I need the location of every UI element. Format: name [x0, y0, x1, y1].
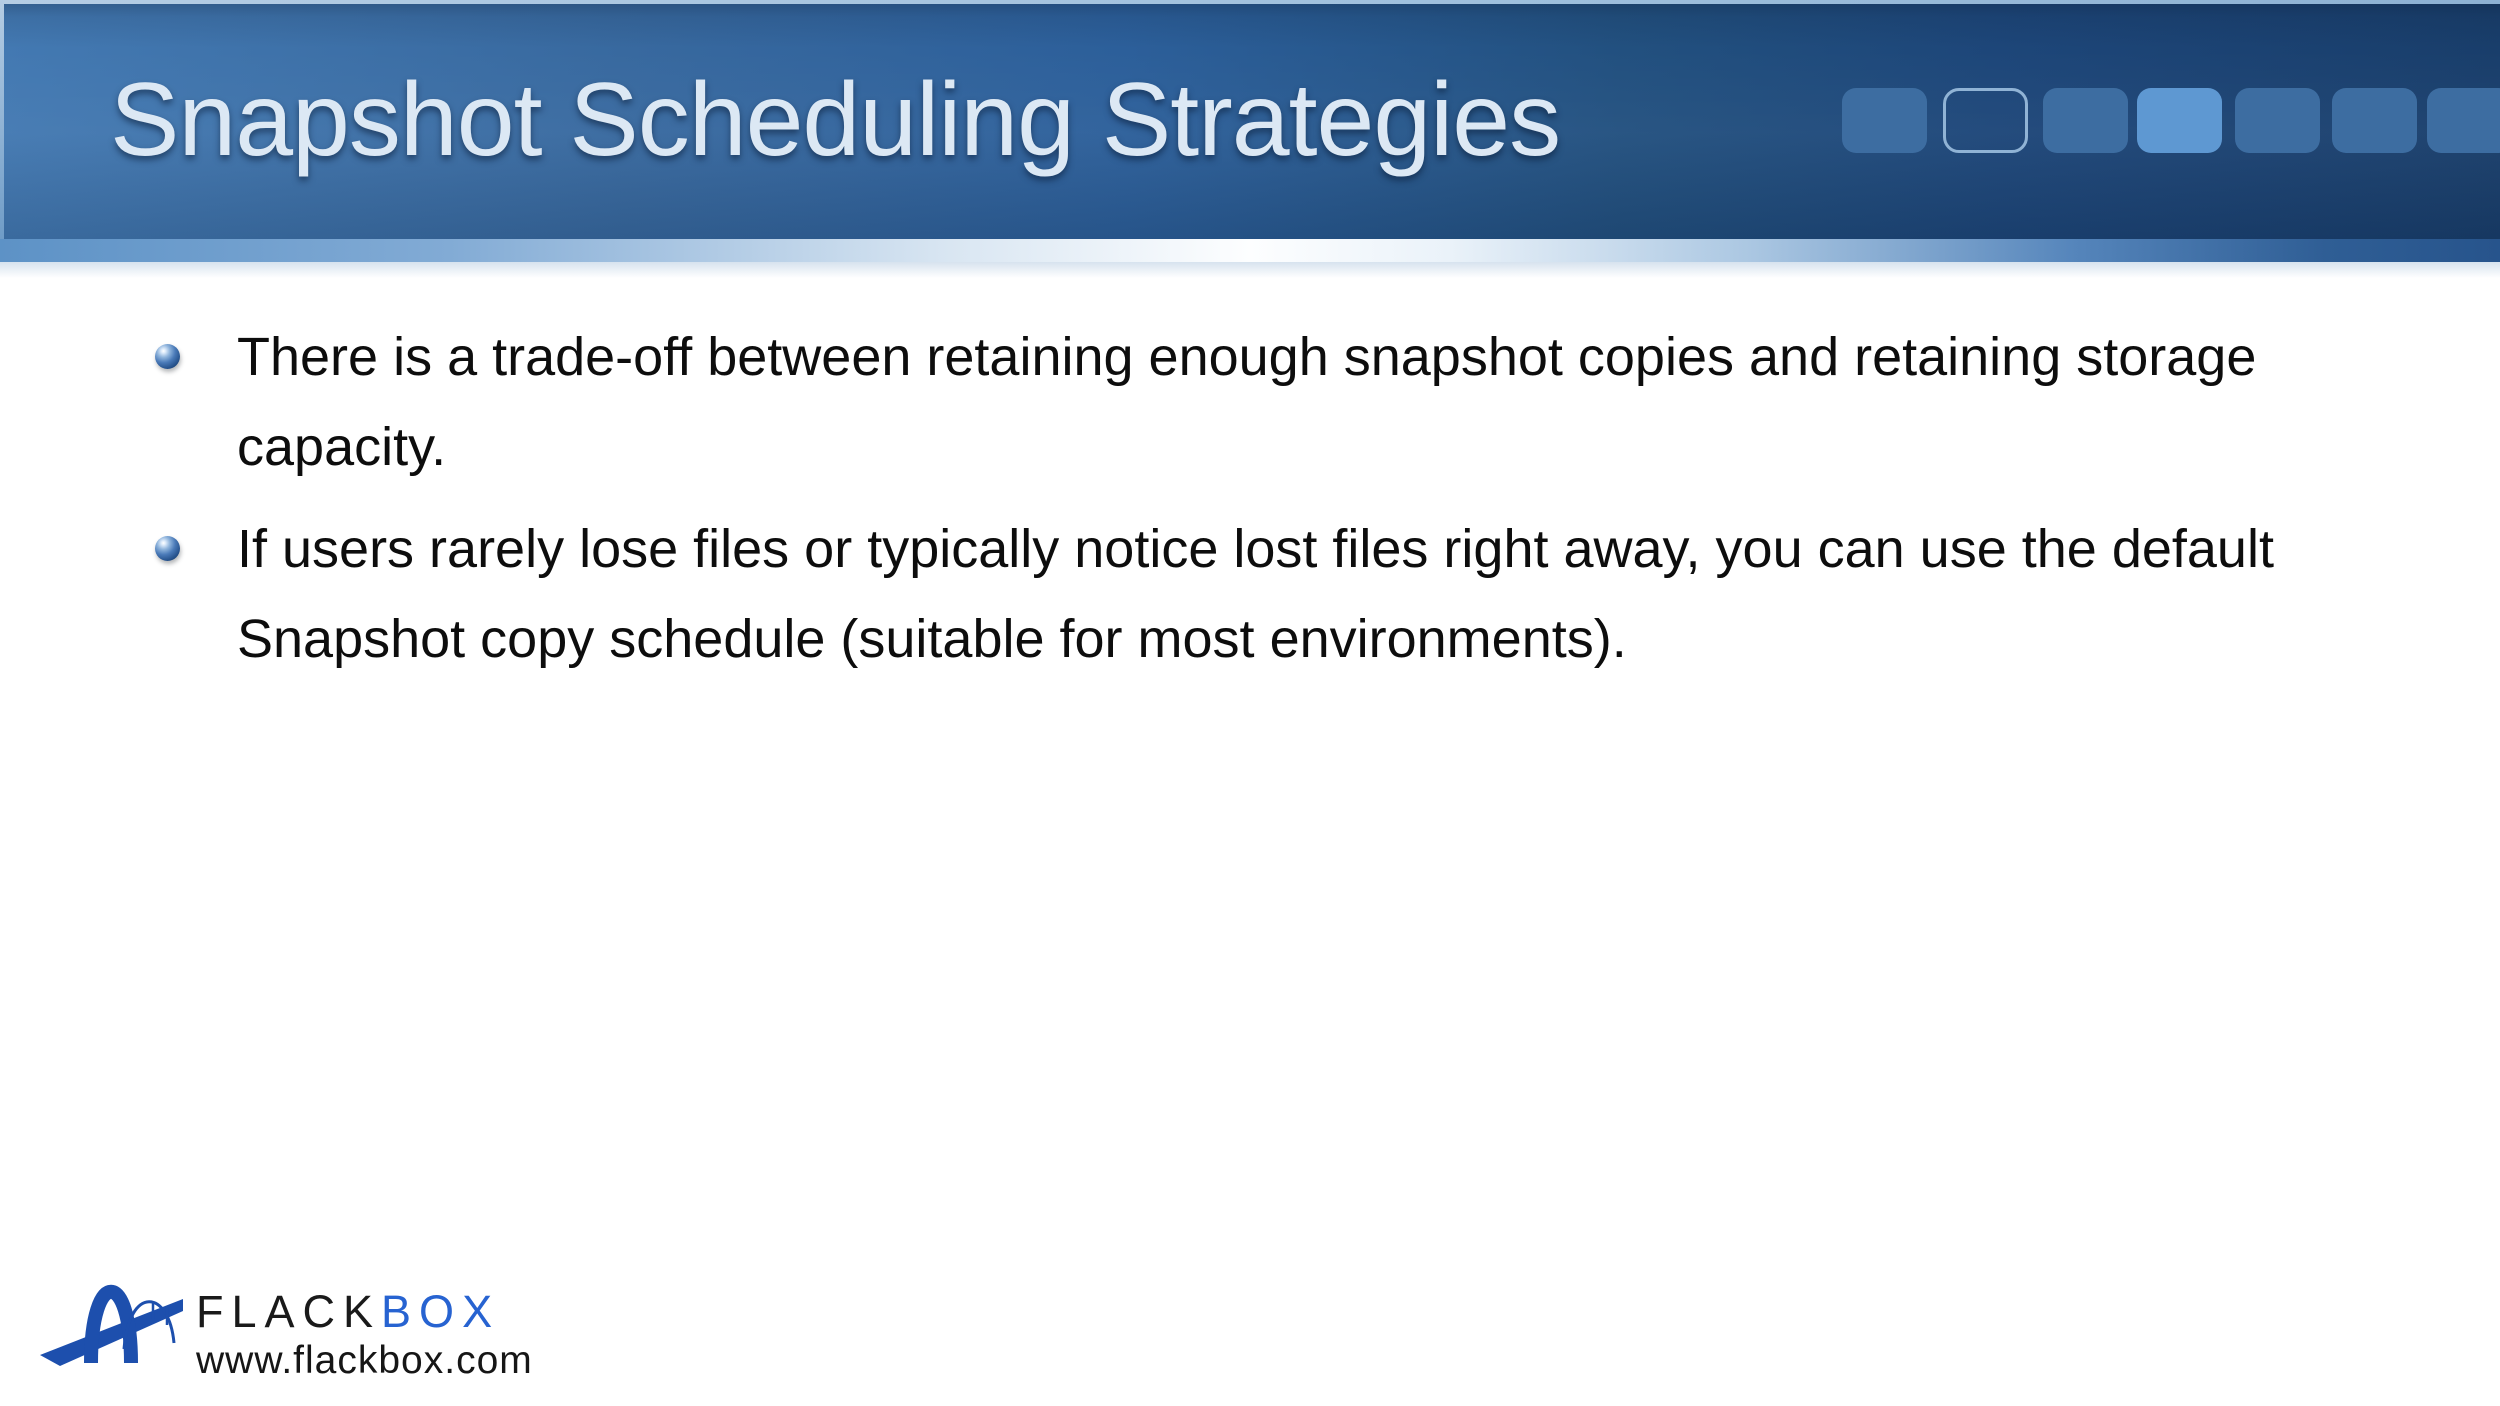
bullet-text: If users rarely lose files or typically notice lost files right away, you can use the default Snapshot copy schedule (suitable for most environments). [237, 519, 2274, 669]
brand-first: FLACK [196, 1286, 382, 1337]
brand-second: BOX [381, 1286, 501, 1337]
decor-square-filled [2332, 88, 2417, 153]
decor-square-filled [1842, 88, 1927, 153]
bullet-list [155, 312, 2355, 696]
decor-square-filled [2427, 88, 2500, 153]
logo-text [196, 1283, 533, 1380]
header-gloss-band [0, 239, 2500, 262]
sphere-bullet-icon [155, 536, 180, 561]
header-banner [0, 0, 2500, 240]
decor-square-filled [2235, 88, 2320, 153]
decor-square-hollow [1943, 88, 2028, 153]
brand-url: www.flackbox.com [196, 1339, 533, 1382]
decor-square-light [2137, 88, 2222, 153]
brand-name [196, 1286, 533, 1337]
header-band-fade [0, 262, 2500, 278]
slide-title: Snapshot Scheduling Strategies [110, 61, 1561, 178]
bullet-item [155, 504, 2355, 684]
sphere-bullet-icon [155, 344, 180, 369]
decor-square-filled [2043, 88, 2128, 153]
bridge-logo-icon [40, 1283, 192, 1383]
bullet-item [155, 312, 2355, 492]
flackbox-logo [40, 1283, 533, 1383]
bullet-text: There is a trade-off between retaining enough snapshot copies and retaining storage capacity. [237, 327, 2257, 477]
